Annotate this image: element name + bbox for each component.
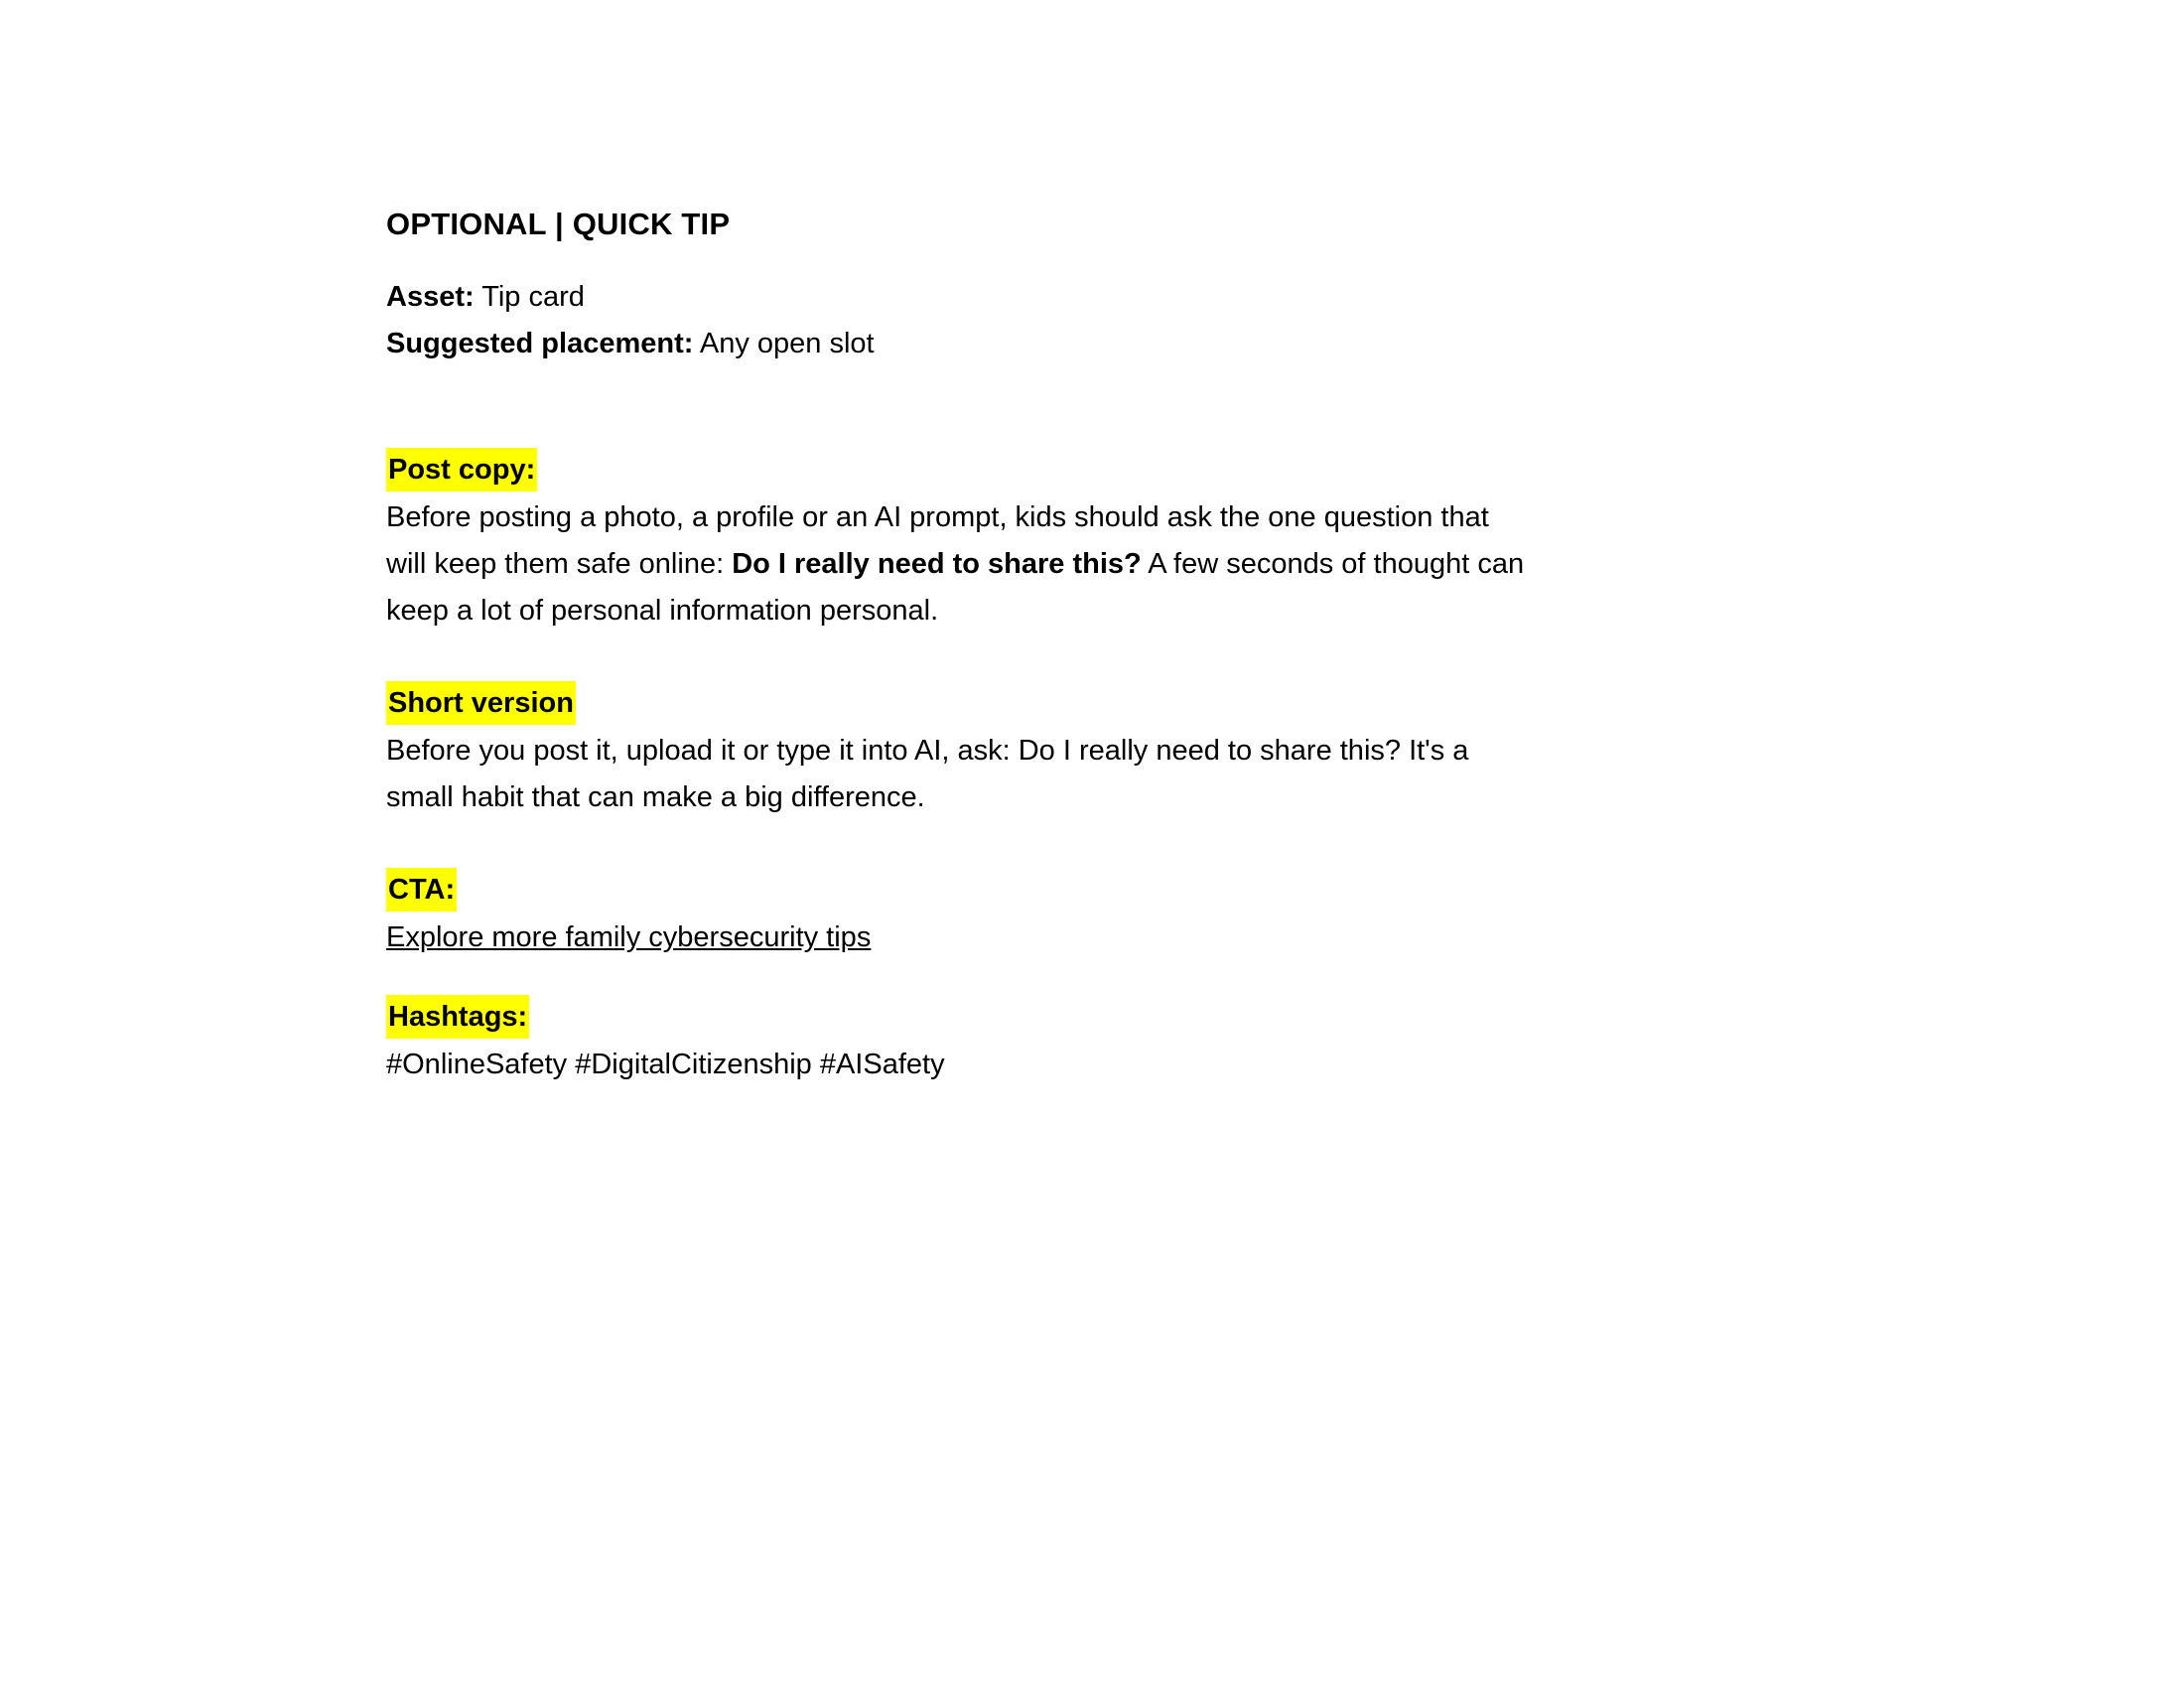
post-copy-text xyxy=(386,494,1607,634)
post-copy-line-2-post: A few seconds of thought can xyxy=(1141,548,1525,580)
hashtags-heading-wrap xyxy=(386,995,1607,1042)
hashtags-section xyxy=(386,995,1607,1088)
asset-value: Tip card xyxy=(474,281,585,313)
post-copy-line-3: keep a lot of personal information personal. xyxy=(386,595,939,627)
placement-line xyxy=(386,321,1607,367)
post-copy-section xyxy=(386,448,1607,634)
post-copy-heading-wrap xyxy=(386,448,1607,494)
short-version-text xyxy=(386,728,1607,821)
placement-value: Any open slot xyxy=(693,328,875,359)
short-version-section xyxy=(386,681,1607,821)
hashtags-heading: Hashtags: xyxy=(386,995,529,1039)
post-copy-key-question: Do I really need to share this? xyxy=(732,548,1142,580)
meta-block xyxy=(386,274,1607,367)
short-version-line-2: small habit that can make a big difference. xyxy=(386,781,925,813)
cta-section xyxy=(386,868,1607,961)
cta-heading-wrap xyxy=(386,868,1607,914)
asset-line xyxy=(386,274,1607,321)
post-copy-line-2-pre: will keep them safe online: xyxy=(386,548,733,580)
post-copy-line-2 xyxy=(386,541,1607,588)
post-copy-line-1: Before posting a photo, a profile or an AI prompt, kids should ask the one question that xyxy=(386,501,1489,533)
placement-label: Suggested placement: xyxy=(386,328,694,359)
document-content xyxy=(386,197,1607,1088)
hashtags-line: #OnlineSafety #DigitalCitizenship #AISafety xyxy=(386,1049,945,1080)
cta-text xyxy=(386,914,1607,961)
page-title: OPTIONAL | QUICK TIP xyxy=(386,207,731,241)
asset-label: Asset: xyxy=(386,281,475,313)
short-version-heading-wrap xyxy=(386,681,1607,728)
short-version-heading: Short version xyxy=(386,681,576,725)
short-version-line-1: Before you post it, upload it or type it into AI, ask: Do I really need to share this? It's a xyxy=(386,735,1469,767)
post-copy-heading: Post copy: xyxy=(386,448,537,492)
cta-heading: CTA: xyxy=(386,868,457,912)
cta-link[interactable]: Explore more family cybersecurity tips xyxy=(386,921,872,953)
hashtags-text xyxy=(386,1042,1607,1088)
